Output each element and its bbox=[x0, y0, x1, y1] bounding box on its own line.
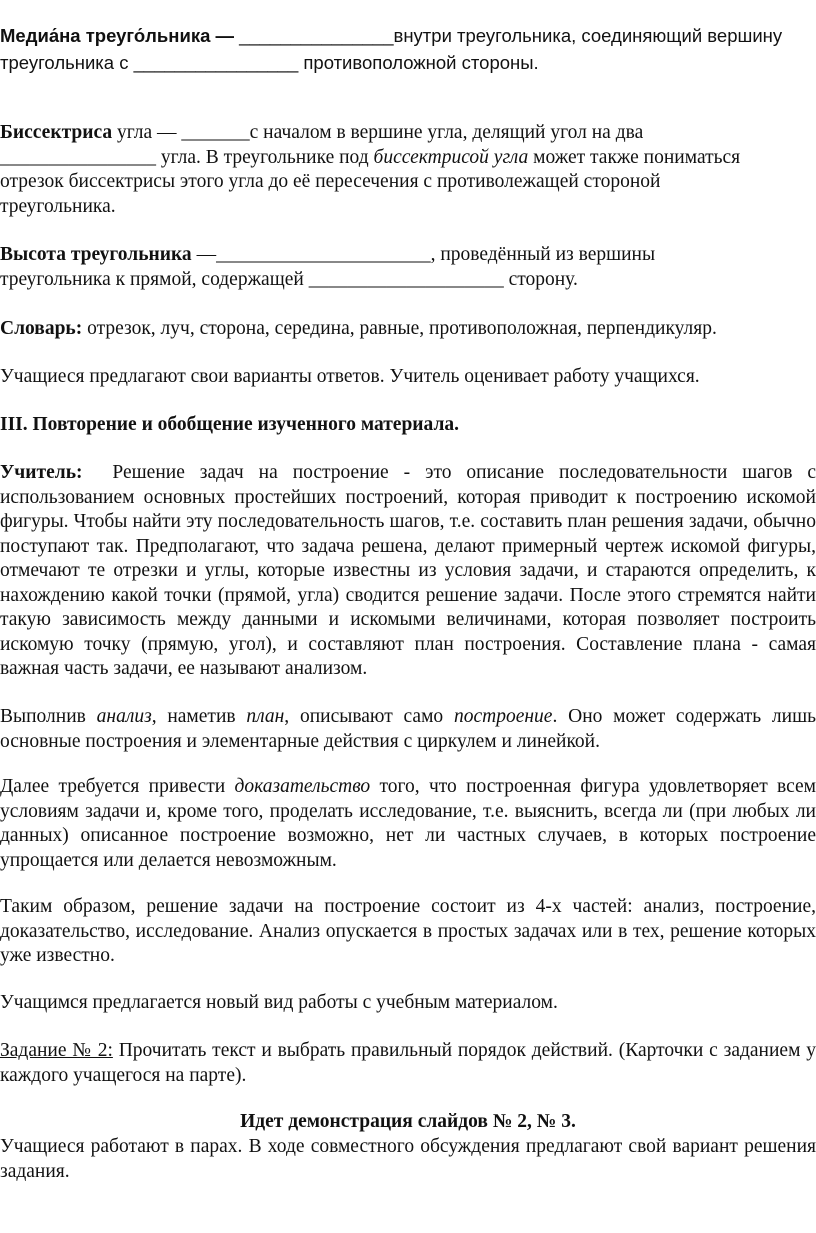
slides-heading-text: Идет демонстрация слайдов № 2, № 3. bbox=[240, 1111, 576, 1132]
bisector-definition bbox=[0, 121, 816, 219]
execution-text-1: Выполнив bbox=[0, 706, 86, 727]
altitude-text-3: треугольника к прямой, содержащей bbox=[0, 268, 304, 290]
teacher-paragraph bbox=[0, 461, 816, 682]
dictionary-line bbox=[0, 317, 816, 342]
altitude-text-2: , проведённый из вершины bbox=[430, 244, 656, 265]
bisector-italic-term: биссектрисой угла bbox=[373, 146, 529, 168]
execution-italic-analysis: анализ bbox=[96, 706, 152, 727]
altitude-blank-1: ______________________ bbox=[216, 244, 431, 265]
median-text-1: внутри треугольника, соединяющий вершину bbox=[393, 25, 783, 46]
proof-text-2: того, что построенная фигура удовлетворяет всем условиям задачи и, кроме того, проделать исследование, т.е. выяснить, всегда ли (при любых ли данных) описанное построение возможно, нет ли частных случаев, в которых построение упрощается или делается невозможным. bbox=[0, 776, 816, 871]
teacher-label: Учитель: bbox=[0, 462, 83, 483]
execution-italic-plan: план bbox=[246, 706, 285, 727]
execution-paragraph bbox=[0, 705, 816, 754]
execution-text-3: , описывают само bbox=[284, 706, 444, 727]
execution-text-4: . Оно может содержать лишь основные построения и элементарные действия с циркулем и линейкой. bbox=[0, 706, 816, 752]
task-text: Прочитать текст и выбрать правильный порядок действий. (Карточки с заданием у каждого учащегося на парте). bbox=[0, 1040, 816, 1086]
median-blank-1: _______________ bbox=[239, 25, 394, 46]
proof-italic: доказательство bbox=[234, 776, 371, 797]
altitude-blank-2: ____________________ bbox=[308, 268, 504, 290]
students-offer: Учащиеся предлагают свои варианты ответов. Учитель оценивает работу учащихся. bbox=[0, 366, 700, 387]
teacher-text: Решение задач на построение - это описание последовательности шагов с использованием основных простейших построений, которая приводит к построению искомой фигуры. Чтобы найти эту последовательность шагов, т.е. составить план решения задачи, обычно поступают так. Предполагают, что задача решена, делают примерный чертеж искомой фигуры, отмечают те отрезки и углы, которые известны из условия задачи, и стараются определить, к нахождению какой точки (прямой, угла) сводится решение задачи. После этого стремятся найти такую зависимость между данными и искомыми величинами, которая позволяет построить искомую точку (прямую, угол), и составляют план построения. Составление плана - самая важная часть задачи, ее называют анализом. bbox=[0, 462, 816, 679]
median-blank-2: ________________ bbox=[133, 52, 299, 73]
proof-text-1: Далее требуется привести bbox=[0, 776, 226, 797]
bisector-blank-1: _______ bbox=[181, 122, 250, 143]
task-paragraph bbox=[0, 1039, 816, 1088]
dictionary-label: Словарь: bbox=[0, 318, 83, 339]
altitude-text-1: — bbox=[196, 244, 217, 265]
median-text-2: треугольника с bbox=[0, 52, 129, 73]
median-term: Медиа́на треуго́льника — bbox=[0, 25, 235, 46]
section-heading-text: III. Повторение и обобщение изученного материала. bbox=[0, 414, 460, 435]
altitude-text-4: сторону. bbox=[508, 268, 578, 290]
proof-paragraph bbox=[0, 775, 816, 873]
pairs-paragraph: Учащиеся работают в парах. В ходе совместного обсуждения предлагают свой вариант решения задания. bbox=[0, 1136, 816, 1182]
summary-paragraph: Таким образом, решение задачи на построение состоит из 4-х частей: анализ, построение, доказательство, исследование. Анализ опускается в простых задачах или в тех, решение которых уже известно. bbox=[0, 896, 816, 966]
bisector-text-3: угла. В треугольнике под bbox=[160, 146, 369, 168]
bisector-text-5: отрезок биссектрисы этого угла до её пересечения с противолежащей стороной bbox=[0, 171, 661, 192]
median-text-3: противоположной стороны. bbox=[303, 52, 539, 73]
altitude-term: Высота треугольника bbox=[0, 244, 192, 265]
altitude-definition bbox=[0, 243, 816, 292]
new-work-paragraph: Учащимся предлагается новый вид работы с учебным материалом. bbox=[0, 992, 558, 1013]
bisector-blank-2: ________________ bbox=[0, 146, 156, 168]
bisector-text-1: угла — bbox=[116, 122, 177, 143]
median-definition-line-2 bbox=[0, 51, 816, 76]
section-heading bbox=[0, 413, 816, 438]
median-definition-line-1 bbox=[0, 24, 816, 49]
dictionary-text: отрезок, луч, сторона, середина, равные, противоположная, перпендикуляр. bbox=[87, 318, 717, 339]
execution-italic-construction: построение bbox=[453, 706, 553, 727]
bisector-term: Биссектриса bbox=[0, 122, 113, 143]
task-label: Задание № 2: bbox=[0, 1040, 113, 1061]
bisector-text-2: с началом в вершине угла, делящий угол на два bbox=[249, 122, 644, 143]
execution-text-2: , наметив bbox=[151, 706, 236, 727]
slides-heading bbox=[0, 1110, 816, 1135]
bisector-text-6: треугольника. bbox=[0, 195, 116, 217]
bisector-text-4: может также пониматься bbox=[533, 146, 741, 168]
